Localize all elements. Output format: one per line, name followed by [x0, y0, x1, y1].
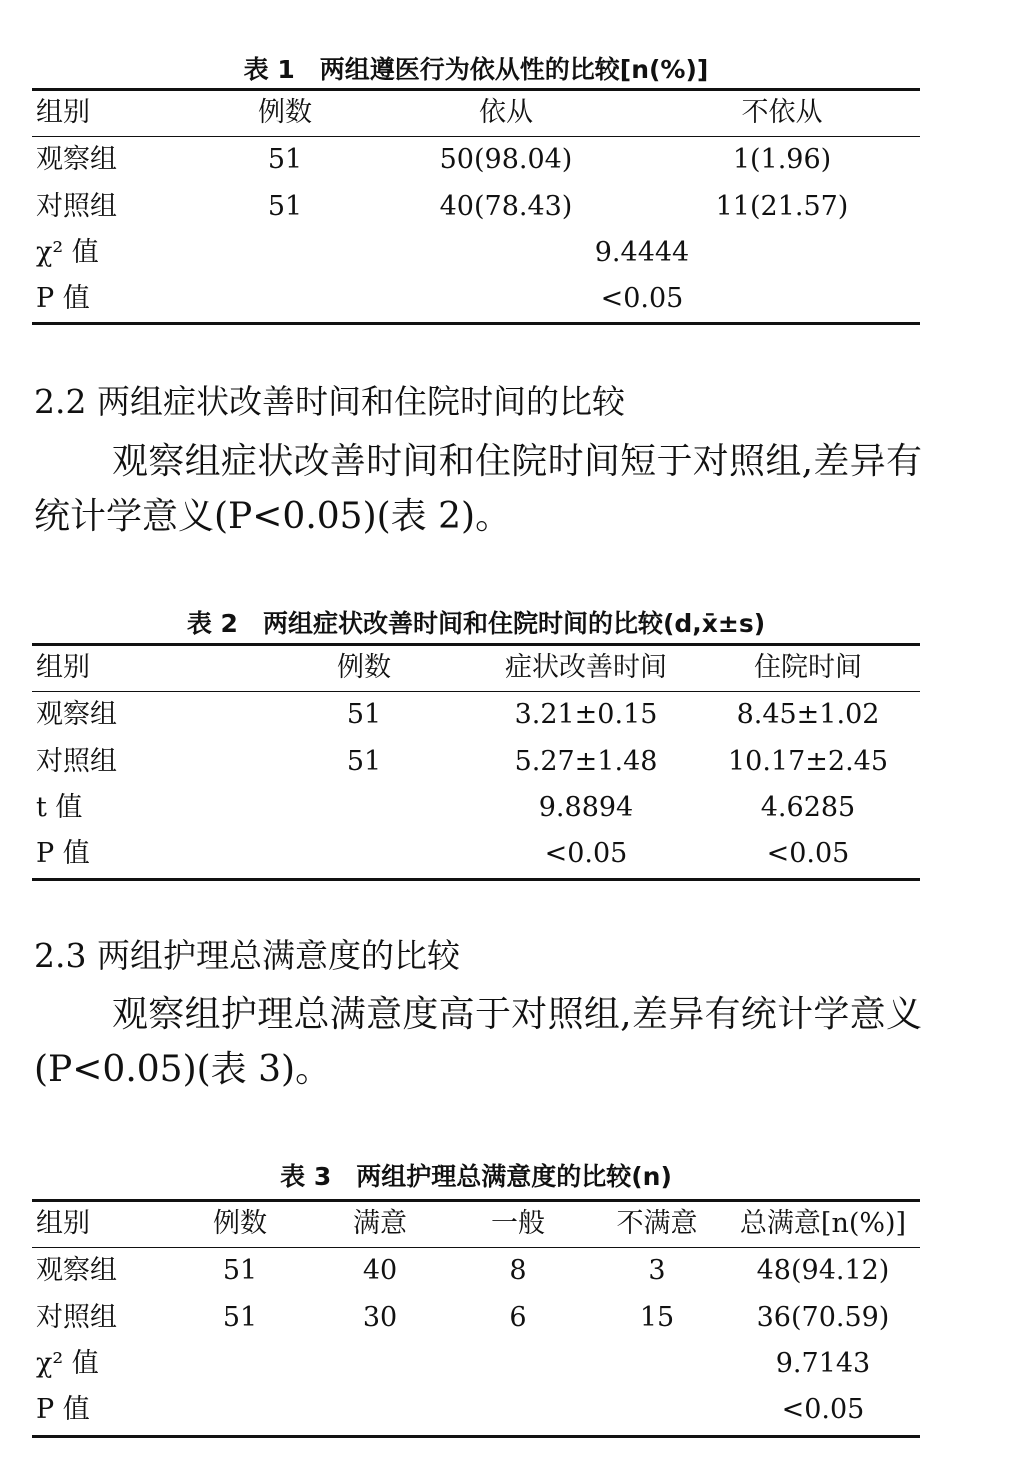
table1-row2-noncompliant: 11(21.57) — [715, 191, 849, 222]
table1-caption: 表 1 两组遵医行为依从性的比较[n(%)] — [243, 55, 709, 84]
table3-row1-satisfied: 40 — [362, 1255, 398, 1286]
table1-p-row — [32, 276, 920, 322]
table2-p-symptom: <0.05 — [544, 838, 628, 869]
table-row — [32, 739, 920, 785]
table1-row1-compliant: 50(98.04) — [439, 144, 573, 175]
table2-bottom-rule — [32, 878, 920, 881]
table3-header-dissatisfied: 不满意 — [616, 1208, 698, 1239]
table1-p-value: <0.05 — [600, 283, 684, 314]
section-2-2-heading: 2.2 两组症状改善时间和住院时间的比较 — [34, 382, 625, 421]
table2-row2-count: 51 — [346, 746, 382, 777]
table2-t-label: t 值 — [36, 792, 83, 823]
table3-chi-value: 9.7143 — [775, 1348, 871, 1379]
table2-header-symptom-time: 症状改善时间 — [505, 652, 667, 683]
table2-p-stay: <0.05 — [766, 838, 850, 869]
table1-chi-value: 9.4444 — [594, 237, 690, 268]
table3-header-average: 一般 — [491, 1208, 545, 1239]
table1-row1-group: 观察组 — [36, 144, 117, 175]
table3-row2-average: 6 — [509, 1302, 527, 1333]
section-2-2-text: 观察组症状改善时间和住院时间短于对照组,差异有统计学意义(P<0.05)(表 2)。 — [34, 441, 922, 537]
table3-row2-dissatisfied: 15 — [639, 1302, 675, 1333]
table3-header-satisfied: 满意 — [353, 1208, 407, 1239]
table-row — [32, 137, 920, 183]
table1-header-row — [32, 90, 920, 136]
table2-row1-group: 观察组 — [36, 699, 117, 730]
table1-bottom-rule — [32, 322, 920, 325]
table1-row1-noncompliant: 1(1.96) — [732, 144, 832, 175]
section-2-3-text: 观察组护理总满意度高于对照组,差异有统计学意义(P<0.05)(表 3)。 — [34, 994, 922, 1090]
table2-caption: 表 2 两组症状改善时间和住院时间的比较(d,x̄±s) — [186, 609, 766, 638]
table2-header-count: 例数 — [337, 652, 391, 683]
table2-t-stay: 4.6285 — [760, 792, 856, 823]
table3-row2-count: 51 — [222, 1302, 258, 1333]
table1-chi-row — [32, 230, 920, 276]
table1-row2-count: 51 — [267, 191, 303, 222]
section-2-2-paragraph — [34, 434, 922, 544]
table1-row2-group: 对照组 — [36, 191, 117, 222]
table3-header-group: 组别 — [36, 1208, 90, 1239]
table3-row1-count: 51 — [222, 1255, 258, 1286]
table1-p-label: P 值 — [36, 283, 90, 314]
table3-header-row — [32, 1201, 920, 1247]
table1-row2-compliant: 40(78.43) — [439, 191, 573, 222]
table3-chi-row — [32, 1341, 920, 1387]
table2-p-row — [32, 831, 920, 877]
section-2-3-heading: 2.3 两组护理总满意度的比较 — [34, 936, 460, 975]
table3-chi-label: χ² 值 — [36, 1348, 99, 1379]
table3-p-label: P 值 — [36, 1394, 90, 1425]
table2-row1-count: 51 — [346, 699, 382, 730]
table1-header-noncompliant: 不依从 — [741, 97, 823, 128]
table2-header-group: 组别 — [36, 652, 90, 683]
table2-row2-stay-time: 10.17±2.45 — [727, 746, 889, 777]
table-row — [32, 184, 920, 230]
table2-row1-symptom-time: 3.21±0.15 — [514, 699, 658, 730]
table2-row1-stay-time: 8.45±1.02 — [736, 699, 880, 730]
table2-t-symptom: 9.8894 — [538, 792, 634, 823]
table3-bottom-rule — [32, 1435, 920, 1438]
table3-caption: 表 3 两组护理总满意度的比较(n) — [280, 1162, 672, 1191]
table3-header-count: 例数 — [213, 1208, 267, 1239]
table-row — [32, 1248, 920, 1294]
table2-header-stay-time: 住院时间 — [754, 652, 862, 683]
table3-row1-average: 8 — [509, 1255, 527, 1286]
table-row — [32, 692, 920, 738]
table3-row2-satisfied: 30 — [362, 1302, 398, 1333]
table-row — [32, 1295, 920, 1341]
table3-row1-dissatisfied: 3 — [648, 1255, 666, 1286]
table1-header-group: 组别 — [36, 97, 90, 128]
table1-row1-count: 51 — [267, 144, 303, 175]
table3-p-row — [32, 1387, 920, 1433]
table1-header-compliant: 依从 — [479, 97, 533, 128]
table2-row2-group: 对照组 — [36, 746, 117, 777]
table3-row1-total: 48(94.12) — [756, 1255, 890, 1286]
table1-header-count: 例数 — [258, 97, 312, 128]
table3-row2-total: 36(70.59) — [756, 1302, 890, 1333]
table2-row2-symptom-time: 5.27±1.48 — [514, 746, 658, 777]
table3-header-total: 总满意[n(%)] — [739, 1208, 907, 1239]
table2-t-row — [32, 785, 920, 831]
table2-p-label: P 值 — [36, 838, 90, 869]
table2-header-row — [32, 645, 920, 691]
table3-p-value: <0.05 — [781, 1394, 865, 1425]
table3-row2-group: 对照组 — [36, 1302, 117, 1333]
table1-chi-label: χ² 值 — [36, 237, 99, 268]
table3-row1-group: 观察组 — [36, 1255, 117, 1286]
section-2-3-paragraph — [34, 987, 922, 1097]
